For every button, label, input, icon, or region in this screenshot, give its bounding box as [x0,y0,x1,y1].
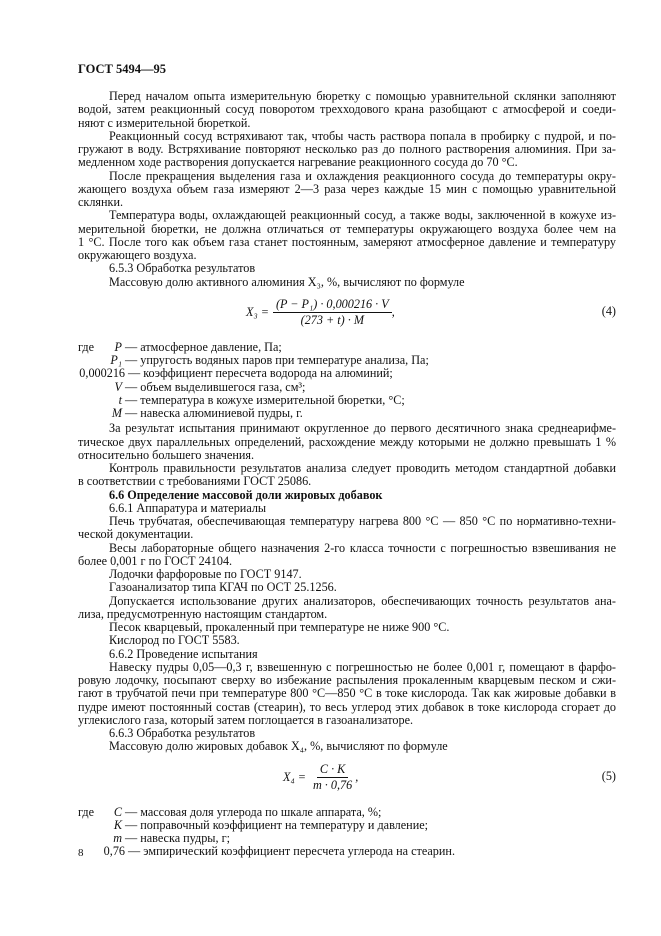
legend-item [78,832,616,845]
formula-equation [283,763,358,793]
text-line: углекислого газа, который затем поглощается в газоанализаторе. [78,712,414,727]
text-line: За результат испытания принимают округленное до первого десятичного знака среднеарифме- [109,421,616,436]
legend-text: — эмпирический коэффициент пересчета углерода на стеарин. [128,844,455,859]
paragraph [78,170,616,210]
text-line: Массовую долю жировых добавок X₄, %, вычисляют по формуле [109,739,448,754]
legend-symbol: 0,000216 [79,366,125,381]
text-line: Лодочки фарфоровые по ГОСТ 9147. [109,567,302,581]
text-line: няют с измерительной бюреткой. [78,115,251,130]
text-line: окружающего воздуха. [78,248,197,262]
paragraph [78,130,616,170]
legend-text: — упругость водяных паров при температуре анализа, Па; [125,353,429,367]
text-line: Перед началом опыта измерительную бюретку с помощью уравнительной склянки заполняют [109,89,616,103]
text-line: Печь трубчатая, обеспечивающая температуру нагрева 800 °С — 850 °С по нормативно-техни- [109,514,616,528]
text-line: ровую лодочку, посыпают сверху во избежание распыления прокаленным кварцевым песком и сжи- [78,673,616,687]
legend-symbol: P₁ [110,353,122,367]
text-line: медленном ходе растворения допускается нагревание реакционного сосуда до 70 °С. [78,155,518,170]
legend-symbol: V [114,379,122,394]
formula-lhs: X₄ = [283,769,306,784]
legend-text: — массовая доля углерода по шкале аппарата, %; [125,804,382,819]
formula-legend [78,806,616,859]
formula-number: (4) [601,303,616,318]
formula-tail: , [355,769,359,784]
legend-prefix [78,354,96,367]
text-line: мерительной бюретки, не должна отличаться от температуры окружающего воздуха более чем на [78,221,616,236]
legend-prefix [78,407,96,420]
text-line: Массовую долю активного алюминия X₃, %, вычисляют по формуле [109,274,465,289]
legend-item [78,394,616,407]
paragraph [78,661,616,727]
formula-numerator: (P − P₁) · 0,000216 · V [273,298,392,313]
legend-prefix [78,832,96,845]
text-line: более 0,001 г по ГОСТ 24104. [78,553,233,568]
text-line: Кислород по ГОСТ 5583. [109,633,240,648]
paragraph [78,621,616,634]
legend-item [78,354,616,367]
paragraph [78,276,616,289]
legend-item [78,806,616,819]
legend-text: — коэффициент пересчета водорода на алюминий; [128,366,393,381]
legend-item [78,381,616,394]
text-line: Реакционный сосуд встряхивают так, чтобы часть раствора попала в пробирку с пудрой, и по- [109,128,616,143]
legend-symbol: t [118,392,122,407]
legend-text: — навеска алюминиевой пудры, г. [125,406,303,420]
legend-text: — поправочный коэффициент на температуру и давление; [125,817,429,832]
paragraph [78,422,616,462]
text-line: 6.6.3 Обработка результатов [109,726,256,740]
text-line: Весы лабораторные общего назначения 2-го класса точности с погрешностью взвешивания не [109,540,616,555]
text-line: Песок кварцевый, прокаленный при температуре не ниже 900 °С. [109,620,450,634]
legend-text: — навеска пудры, г; [125,831,230,845]
paragraph [78,90,616,130]
legend-prefix: где [78,804,95,819]
paragraph [78,581,616,594]
legend-symbol: M [111,406,122,420]
paragraph [78,262,616,275]
formula-legend [78,341,616,421]
paragraph [78,502,616,515]
legend-text: — атмосферное давление, Па; [125,339,282,354]
legend-text: — температура в кожухе измерительной бюретки, °С; [125,392,405,407]
text-line: 6.6.1 Аппаратура и материалы [109,500,267,515]
document-header: ГОСТ 5494—95 [78,62,167,76]
text-line: Температура воды, охлаждающей реакционный сосуд, а также воды, заключенной в кожухе из- [109,208,616,223]
text-line: 6.5.3 Обработка результатов [109,261,256,276]
text-line: Навеску пудры 0,05—0,3 г, взвешенную с погрешностью не более 0,001 г, помещают в фарфо- [109,659,616,674]
formula-block [78,289,616,341]
legend-item [78,341,616,354]
legend-prefix: где [78,339,95,354]
text-line: Допускается использование других анализаторов, обеспечивающих точность результатов ана- [109,593,616,608]
paragraph [78,515,616,542]
paragraph [78,462,616,489]
legend-symbol: K [113,817,122,832]
legend-text: — объем выделившегося газа, см³; [125,379,306,394]
legend-prefix [78,394,96,407]
document-body [78,90,616,861]
paragraph [78,595,616,622]
paragraph [78,740,616,753]
formula-block [78,754,616,806]
formula-fraction [310,763,355,793]
formula-denominator: (273 + t) · M [300,313,365,327]
paragraph [78,568,616,581]
legend-symbol: C [113,804,122,819]
text-line: Газоанализатор типа КГАЧ по ОСТ 25.1256. [109,580,337,595]
text-line: в соответствии с требованиями ГОСТ 25086. [78,474,312,489]
legend-symbol: P [114,339,122,354]
text-line: гают в трубчатой печи при температуре 800 °С—850 °С в токе кислорода. Так как жировые добавки в [78,686,616,701]
legend-prefix [78,381,96,394]
legend-item [78,367,616,380]
legend-item [78,407,616,420]
text-line: водой, затем реакционный сосуд поворотом трехходового крана разобщают с атмосферой и соеди- [78,102,616,117]
section-heading: 6.6 Определение массовой доли жировых добавок [109,487,383,502]
text-line: склянки. [78,195,124,209]
paragraph [78,542,616,569]
text-line: относительно большего значения. [78,447,255,462]
text-line: лиза, предусмотренную настоящим стандартом. [78,606,328,621]
formula-lhs: X₃ = [246,304,269,319]
text-line: 6.6.2 Проведение испытания [109,646,258,661]
text-line: жающего воздуха объем газа измеряют 2—3 раза через каждые 15 мин с помощью уравнительной [78,181,616,196]
formula-number: (5) [601,768,616,783]
page-number: 8 [78,847,84,859]
legend-prefix [78,819,96,832]
paragraph [78,648,616,661]
legend-item [78,819,616,832]
text-line: пудре имеют постоянный состав (стеарин), то весь углерод этих добавок в токе кислорода сгорает до [78,699,616,714]
legend-symbol: 0,76 [103,844,125,859]
text-line: 1 °С. После того как объем газа станет постоянным, замеряют атмосферное давление и температуру [78,234,616,249]
formula-denominator: m · 0,76 [312,777,353,792]
paragraph [78,209,616,262]
formula-equation [246,298,395,328]
text-line: Контроль правильности результатов анализа следует проводить методом стандартной добавки [109,461,616,475]
text-line: гружают в воду. Встряхивание повторяют несколько раз до полного растворения алюминия. При за- [78,142,616,156]
legend-symbol: m [113,831,122,845]
formula-tail: , [391,304,395,319]
text-line: После прекращения выделения газа и охлаждения реакционного сосуда до температуры окру- [109,168,616,183]
paragraph [78,727,616,740]
formula-numerator: C · K [317,763,348,778]
legend-item [78,845,616,858]
formula-fraction [273,298,392,328]
text-line: тическое двух параллельных определений, расхождение между которыми не должно превышать 1 % [78,434,616,449]
paragraph [78,634,616,647]
text-line: ческой документации. [78,527,194,542]
